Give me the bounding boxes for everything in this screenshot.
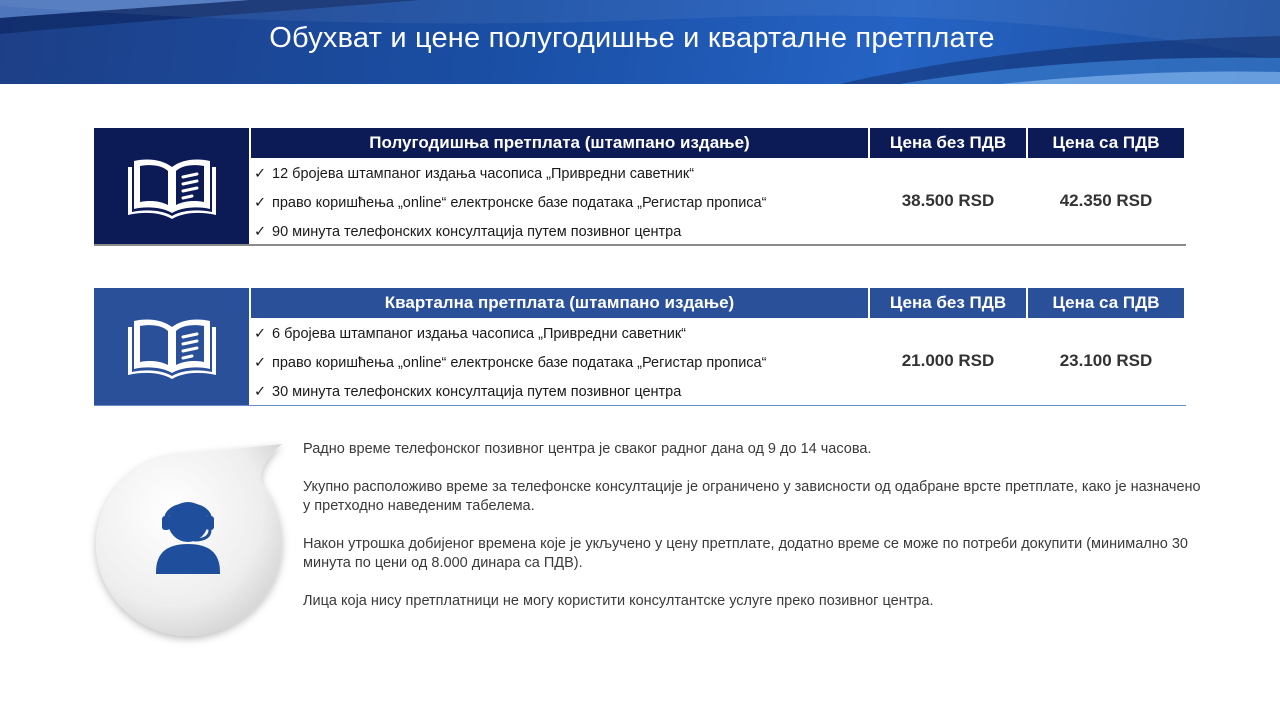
table-header-price-net: Цена без ПДВ bbox=[870, 288, 1026, 318]
check-icon: ✓ bbox=[254, 355, 267, 371]
table-header-name: Полугодишња претплата (штампано издање) bbox=[251, 128, 868, 158]
info-paragraph: Након утрошка добијеног времена које је укључено у цену претплате, додатно време се може по потреби докупити (минимално 30 минута по цени од 8.000 динара са ПДВ). bbox=[303, 536, 1188, 571]
open-book-icon bbox=[126, 155, 218, 219]
feature-list bbox=[254, 160, 874, 246]
price-net: 38.500 RSD bbox=[901, 191, 995, 210]
check-icon: ✓ bbox=[254, 384, 267, 400]
info-text-block bbox=[303, 440, 1203, 630]
page-title: Обухват и цене полугодишње и кварталне претплате bbox=[269, 22, 995, 54]
quarterly-subscription-table bbox=[94, 288, 1186, 406]
price-gross: 23.100 RSD bbox=[1059, 351, 1153, 370]
info-paragraph: Укупно расположиво време за телефонске консултације је ограничено у зависности од одабране врсте претплате, како је назначено у претходно наведеним табелема. bbox=[303, 479, 1201, 514]
feature-list bbox=[254, 320, 874, 406]
list-item: ✓ право коришћења „online“ електронске базе података „Регистар прописа“ bbox=[254, 189, 874, 218]
check-icon: ✓ bbox=[254, 166, 267, 182]
check-icon: ✓ bbox=[254, 326, 267, 342]
support-bubble bbox=[86, 440, 296, 650]
list-item: ✓ право коришћења „online“ електронске базе података „Регистар прописа“ bbox=[254, 349, 874, 378]
table-icon-cell bbox=[94, 128, 249, 246]
open-book-icon bbox=[126, 315, 218, 379]
info-paragraph: Радно време телефонског позивног центра је сваког радног дана од 9 до 14 часова. bbox=[303, 441, 872, 457]
table-divider bbox=[94, 244, 1186, 246]
list-item: ✓ 30 минута телефонских консултација путем позивног центра bbox=[254, 378, 874, 407]
check-icon: ✓ bbox=[254, 195, 267, 211]
list-item: ✓ 12 бројева штампаног издања часописа „Привредни саветник“ bbox=[254, 160, 874, 189]
list-item: ✓ 6 бројева штампаног издања часописа „Привредни саветник“ bbox=[254, 320, 874, 349]
check-icon: ✓ bbox=[254, 224, 267, 240]
table-header-price-net: Цена без ПДВ bbox=[870, 128, 1026, 158]
header-banner bbox=[0, 0, 1280, 84]
price-net: 21.000 RSD bbox=[901, 351, 995, 370]
table-divider bbox=[94, 405, 1186, 407]
table-header-price-gross: Цена са ПДВ bbox=[1028, 128, 1184, 158]
list-item: ✓ 90 минута телефонских консултација путем позивног центра bbox=[254, 218, 874, 247]
price-gross: 42.350 RSD bbox=[1059, 191, 1153, 210]
table-header-name: Квартална претплата (штампано издање) bbox=[251, 288, 868, 318]
table-header-price-gross: Цена са ПДВ bbox=[1028, 288, 1184, 318]
speech-bubble-shape bbox=[86, 440, 296, 650]
semiannual-subscription-table bbox=[94, 128, 1186, 246]
table-icon-cell bbox=[94, 288, 249, 406]
info-paragraph: Лица која нису претплатници не могу користити консултантске услуге преко позивног центра. bbox=[303, 593, 934, 609]
